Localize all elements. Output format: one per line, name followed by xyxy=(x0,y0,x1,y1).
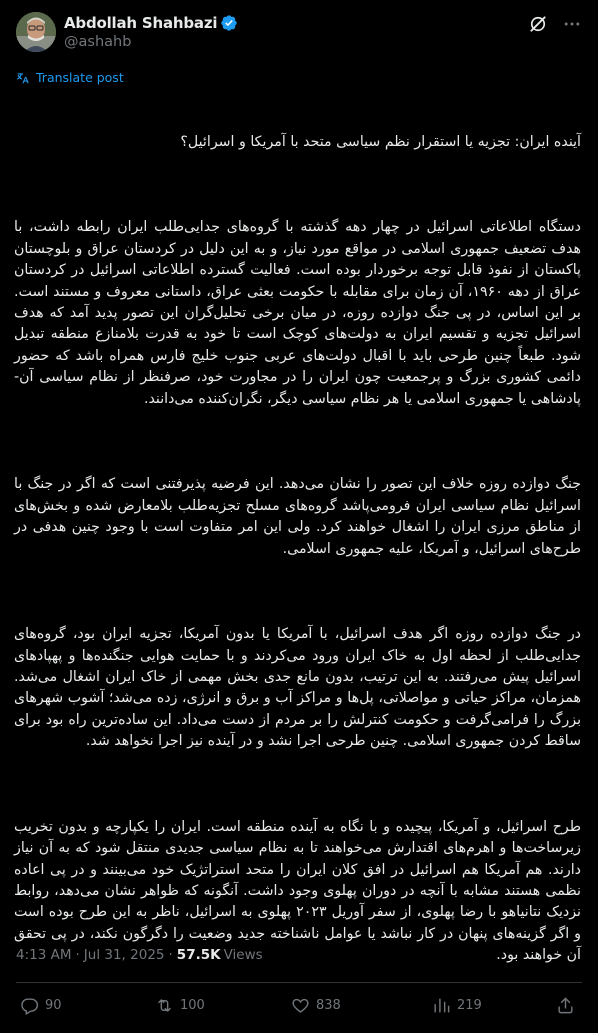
like-count: 838 xyxy=(316,998,341,1013)
like-button[interactable] xyxy=(291,996,341,1015)
views-count: 57.5K xyxy=(176,947,221,963)
like-icon xyxy=(291,996,310,1015)
tweet-text xyxy=(9,89,582,1009)
tweet-paragraph: آینده ایران: تجزیه یا استقرار نظم سیاسی متحد با آمریکا و اسرائیل؟ xyxy=(180,133,581,150)
share-icon xyxy=(556,996,575,1015)
header-actions xyxy=(528,14,582,34)
verified-badge-icon[interactable] xyxy=(220,14,238,32)
author-handle[interactable]: @ashahb xyxy=(64,34,132,50)
repost-button[interactable] xyxy=(155,996,205,1015)
tweet-time[interactable]: 4:13 AM xyxy=(16,947,72,963)
translate-post-label: Translate post xyxy=(36,70,124,85)
grok-icon[interactable] xyxy=(528,14,548,34)
meta-separator: · xyxy=(168,947,173,963)
bookmark-count: 219 xyxy=(457,998,482,1013)
author-display-name[interactable]: Abdollah Shahbazi xyxy=(64,14,218,32)
bookmark-button[interactable] xyxy=(432,996,482,1015)
translate-post-link[interactable] xyxy=(16,70,124,85)
divider xyxy=(16,982,582,983)
views-label: Views xyxy=(223,947,263,963)
reply-count: 90 xyxy=(45,998,62,1013)
display-name-row xyxy=(64,13,238,33)
tweet-actions xyxy=(16,996,582,1024)
tweet-paragraph: طرح اسرائیل، و آمریکا، پیچیده و با نگاه به آینده منطقه است. ایران را یکپارچه و بدون تخریب زیرساخت‌ها و اهرم‌های اقتدارش می‌خواهند تا به نظام سیاسی جدیدی منتقل شود که به آن نیاز دارند. هم آمریکا هم اسرائیل در افق کلان ایران را متحد استراتژیک خود می‌بینند و در پی اعاده نظمی هستند مشابه با آنچه در دوران پهلوی وجود داشت. آنگونه که ظواهر نشان می‌دهد، روابط نزدیک نتانیاهو با رضا پهلوی، از سفر آوریل ۲۰۲۳ پهلوی به اسرائیل، ناظر به این طرح بوده است و اگر گزینه‌های پنهان در کار نباشد یا عوامل ناشناخته جدید وضعیت را دگرگون نکند، در پی تحقق آن خواهند بود. xyxy=(9,818,581,964)
tweet-paragraph: دستگاه اطلاعاتی اسرائیل در چهار دهه گذشته با گروه‌های جدایی‌طلب ایران رابطه داشت، با هدف تضعیف جمهوری اسلامی در مواقع مورد نیاز، و به این دلیل در کردستان عراق و بلوچستان پاکستان از نفوذ قابل توجه برخوردار بوده است. فعالیت گسترده اطلاعاتی اسرائیل در کردستان عراق از دهه ۱۹۶۰، آن زمان برای مقابله با حکومت بعثی عراق، داستانی معروف و مستند است. بر این اساس، در پی جنگ دوازده روزه، در میان برخی تحلیل‌گران این تصور پدید آمد که هدف اسرائیل تجزیه و تقسیم ایران به دولت‌های کوچک است تا خود به قدرت بلامنازع منطقه تبدیل شود. طبعاً چنین طرحی باید با اقبال دولت‌های عربی جنوب خلیج فارس همراه باشد که حضور دائمی کشوری بزرگ و پرجمعیت چون ایران را در مجاورت خود، صرفنظر از نظام سیاسی آن- پادشاهی یا جمهوری اسلامی یا هر نظام سیاسی دیگر، نگران‌کننده می‌دانند. xyxy=(9,219,581,407)
bookmark-icon xyxy=(432,996,451,1015)
share-button[interactable] xyxy=(556,996,581,1015)
tweet-meta xyxy=(16,947,263,963)
translate-icon xyxy=(16,71,30,85)
meta-separator: · xyxy=(75,947,80,963)
reply-icon xyxy=(20,996,39,1015)
reply-button[interactable] xyxy=(20,996,62,1015)
avatar[interactable] xyxy=(16,12,56,52)
tweet-date[interactable]: Jul 31, 2025 xyxy=(83,947,165,963)
tweet-paragraph: جنگ دوازده روزه خلاف این تصور را نشان می‌دهد. این فرضیه پذیرفتنی است که اگر در جنگ با اسرائیل نظام سیاسی ایران فرومی‌پاشد گروه‌های مسلح تجزیه‌طلب بلامعارض شده و بخش‌های از مناطق مرزی ایران را اشغال خواهند کرد. ولی این امر متفاوت است با وجود چنین هدفی در طرح‌های اسرائیل، و آمریکا، علیه جمهوری اسلامی. xyxy=(9,476,582,557)
repost-count: 100 xyxy=(180,998,205,1013)
tweet-header xyxy=(16,12,582,56)
more-icon[interactable] xyxy=(562,14,582,34)
profile-photo-icon xyxy=(16,12,56,52)
repost-icon xyxy=(155,996,174,1015)
tweet-paragraph: در جنگ دوازده روزه اگر هدف اسرائیل، با آمریکا یا بدون آمریکا، تجزیه ایران بود، گروه‌های جدایی‌طلب از لحظه اول به خاک ایران ورود می‌کردند و با حمایت هوایی جنگنده‌ها و پهپادهای اسرائیل پیش می‌رفتند. به این ترتیب، بدون مانع جدی بخش مهمی از خاک ایران اشغال می‌شد. همزمان، مراکز حیاتی و مواصلاتی، پل‌ها و مراکز آب و برق و انرژی، زده می‌شد؛ آشوب شهرهای بزرگ را فرامی‌گرفت و حکومت کنترلش را بر مردم از دست می‌داد. این ساده‌ترین راه بود برای ساقط کردن جمهوری اسلامی. چنین طرحی اجرا نشد و در آینده نیز اجرا نخواهد شد. xyxy=(9,626,582,750)
author-names xyxy=(64,13,238,50)
